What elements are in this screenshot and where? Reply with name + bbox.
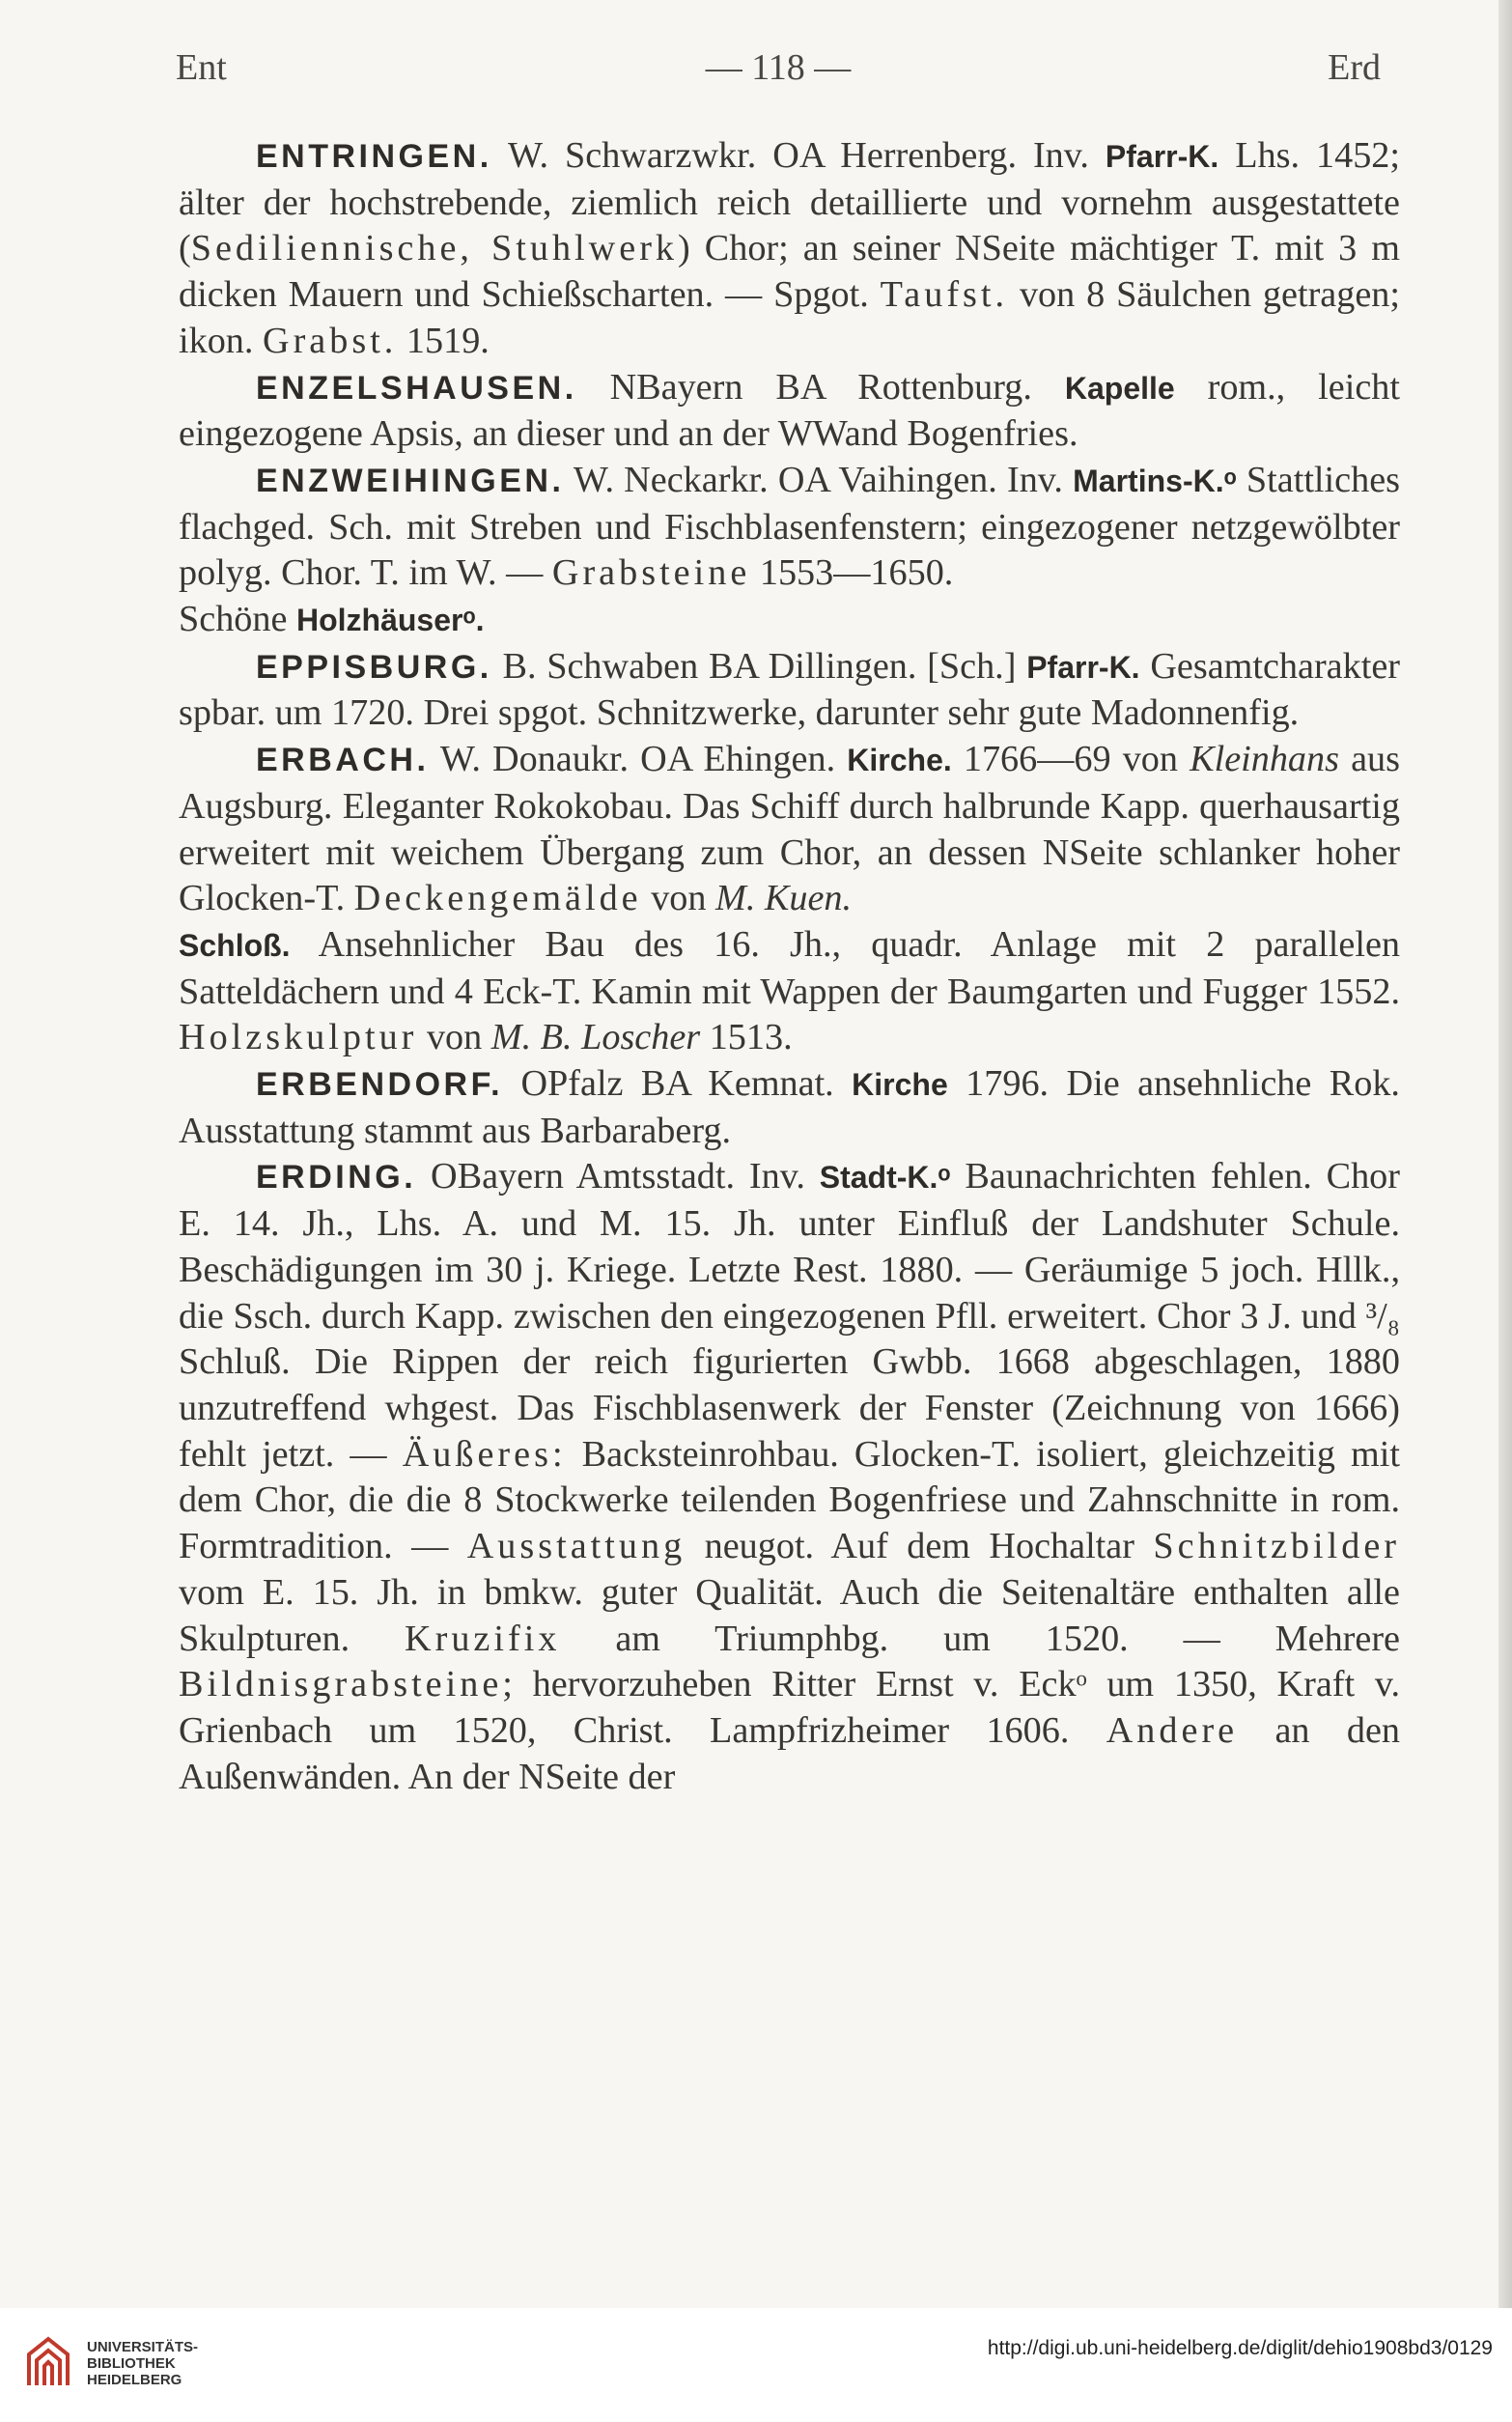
- entry-text: 1553—1650.: [750, 552, 954, 594]
- gazetteer-text: [179, 133, 1400, 1800]
- entry-subparagraph: [179, 922, 1400, 1061]
- entry-paragraph: [179, 1154, 1400, 1800]
- entry-text: OBayern Amtsstadt. Inv.: [416, 1156, 820, 1197]
- entry-text: Baunachrichten fehlen. Chor E. 14. Jh., Lhs. A. und M. 15. Jh. unter Einfluß der Landshuter Schule. Beschädigungen im 30 j. Kriege. Letzte Rest. 1880. — Geräumige 5 joch. Hllk., die Ssch. durch Kapp. zwischen den eingezogenen Pfll. erweitert. Chor 3 J. und ³/₈ Schluß. Die Rippen der reich figurierten Gwbb. 1668 abgeschlagen, 1880 unzutreffend whgest. Das Fischblasenwerk der Fenster (Zeichnung von 1666) fehlt jetzt. —: [179, 1156, 1400, 1475]
- header-left: Ent: [176, 47, 227, 88]
- entry-text: am Triumphbg. um 1520. — Mehrere: [560, 1618, 1401, 1659]
- entry-text: OPfalz BA Kemnat.: [503, 1063, 853, 1105]
- place-name: ENTRINGEN.: [256, 138, 492, 175]
- entry-text: Stattliches flachged. Sch. mit Streben und Fischblasenfenstern; eingezogener netzgewölbter polyg. Chor. T. im W. —: [179, 459, 1400, 594]
- entry-keyword: Martins-K.ᵒ: [1073, 463, 1237, 498]
- entry-spaced-term: Schnitzbilder: [1153, 1526, 1401, 1567]
- entry-paragraph: [179, 365, 1400, 458]
- entry-text: ; hervorzuheben Ritter Ernst v. Eckᵒ um 1350, Kraft v. Grienbach um 1520, Christ. Lampfrizheimer 1606.: [179, 1664, 1400, 1751]
- entry-spaced-term: Deckengemälde: [353, 878, 642, 919]
- entry-text: rom., leicht eingezogene Apsis, an dieser und an der WWand Bogenfries.: [179, 366, 1400, 455]
- entry-artist-name: M. B. Loscher: [490, 1017, 701, 1058]
- entry-text: 1513.: [700, 1017, 793, 1058]
- entry-text: von: [417, 1017, 491, 1058]
- entry-keyword: Pfarr-K.: [1026, 649, 1140, 685]
- place-name: ERBENDORF.: [256, 1066, 504, 1104]
- page-edge: [1498, 0, 1512, 2308]
- library-line-3: HEIDELBERG: [87, 2372, 182, 2388]
- entry-text: W. Schwarzwkr. OA Herrenberg. Inv.: [491, 135, 1106, 176]
- entry-spaced-term: Holzskulptur: [179, 1017, 418, 1058]
- entry-keyword: Pfarr-K.: [1105, 139, 1219, 174]
- page-number: — 118 —: [705, 47, 852, 88]
- entry-spaced-term: Äußeres:: [402, 1433, 567, 1475]
- entry-paragraph: [179, 737, 1400, 922]
- entry-spaced-term: Ausstattung: [466, 1526, 686, 1567]
- entry-keyword: Kirche: [852, 1067, 948, 1103]
- entry-spaced-term: Grabsteine: [551, 552, 751, 594]
- entry-text: NBayern BA Rottenburg.: [576, 366, 1065, 408]
- entry-keyword: Holzhäuserᵒ.: [295, 603, 485, 638]
- entry-spaced-term: Sediliennische, Stuhlwerk: [190, 228, 679, 269]
- library-line-1: UNIVERSITÄTS-: [87, 2339, 199, 2355]
- entry-paragraph: [179, 133, 1400, 365]
- permalink-url[interactable]: http://digi.ub.uni-heidelberg.de/diglit/dehio1908bd3/0129: [987, 2337, 1493, 2359]
- entry-text: von 8 Säulchen getragen; ikon.: [179, 274, 1400, 361]
- entry-paragraph: [179, 458, 1400, 597]
- entry-text: W. Donaukr. OA Ehingen.: [429, 739, 848, 780]
- entry-text: ) Chor; an seiner NSeite mächtiger T. mit 3 m dicken Mauern und Schießscharten. — Spgot.: [179, 228, 1400, 316]
- library-name: [87, 2339, 198, 2388]
- entry-text: 1766—69 von: [951, 739, 1190, 780]
- entry-text: Ansehnlicher Bau des 16. Jh., quadr. Anlage mit 2 parallelen Satteldächern und 4 Eck-T. Kamin mit Wappen der Baumgarten und Fugger 1552.: [179, 923, 1400, 1012]
- entry-text: vom E. 15. Jh. in bmkw. guter Qualität. Auch die Seitenaltäre enthalten alle Skulpturen.: [179, 1571, 1400, 1659]
- place-name: ERBACH.: [256, 742, 430, 779]
- entry-artist-name: Kleinhans: [1190, 739, 1339, 780]
- library-line-2: BIBLIOTHEK: [87, 2355, 176, 2372]
- place-name: EPPISBURG.: [256, 648, 492, 686]
- running-header: [176, 46, 1381, 95]
- entry-text: W. Neckarkr. OA Vaihingen. Inv.: [564, 459, 1074, 500]
- entry-text: Schöne: [179, 599, 296, 640]
- place-name: ENZELSHAUSEN.: [256, 369, 577, 407]
- entry-subparagraph: [179, 597, 1400, 644]
- entry-keyword: Stadt-K.ᵒ: [819, 1160, 951, 1196]
- entry-text: von: [641, 878, 716, 919]
- entry-artist-name: M. Kuen.: [715, 878, 853, 919]
- entry-text: 1796. Die ansehnliche Rok. Ausstattung stammt aus Barbaraberg.: [179, 1063, 1400, 1151]
- entry-text: 1519.: [397, 320, 490, 361]
- entry-spaced-term: Grabst.: [263, 320, 398, 361]
- entry-text: B. Schwaben BA Dillingen. [Sch.]: [491, 645, 1027, 687]
- entry-text: an den Außenwänden. An der NSeite der: [179, 1709, 1400, 1797]
- header-right: Erd: [1328, 47, 1381, 88]
- place-name: ERDING.: [256, 1159, 417, 1197]
- entry-keyword: Kapelle: [1064, 370, 1175, 406]
- entry-text: Backsteinrohbau. Glocken-T. isoliert, gleichzeitig mit dem Chor, die die 8 Stockwerke teilenden Bogenfriese und Zahnschnitte in rom. Formtradition. —: [179, 1433, 1400, 1567]
- entry-text: Gesamtcharakter spbar. um 1720. Drei spgot. Schnitzwerke, darunter sehr gute Madonnenfig.: [179, 645, 1400, 734]
- entry-spaced-term: Andere: [1106, 1709, 1239, 1751]
- viewer-footer: [0, 2308, 1512, 2422]
- entry-spaced-term: Taufst.: [880, 274, 1009, 316]
- place-name: ENZWEIHINGEN.: [256, 462, 565, 499]
- entry-text: neugot. Auf dem Hochaltar: [686, 1526, 1154, 1567]
- entry-text: aus Augsburg. Eleganter Rokokobau. Das Schiff durch halbrunde Kapp. querhausartig erweitert mit weichem Übergang zum Chor, an dessen NSeite schlanker hoher Glocken-T.: [179, 739, 1401, 919]
- entry-paragraph: [179, 1061, 1400, 1154]
- entry-spaced-term: Kruzifix: [405, 1618, 561, 1659]
- entry-spaced-term: Bildnisgrabsteine: [179, 1664, 503, 1705]
- entry-keyword: Kirche.: [847, 743, 952, 778]
- university-library-logo-icon[interactable]: [19, 2327, 77, 2397]
- entry-keyword: Schloß.: [179, 927, 291, 963]
- entry-paragraph: [179, 644, 1400, 737]
- entry-text: Lhs. 1452; älter der hochstrebende, ziemlich reich detaillierte und vornehm ausgestattete (: [179, 135, 1400, 269]
